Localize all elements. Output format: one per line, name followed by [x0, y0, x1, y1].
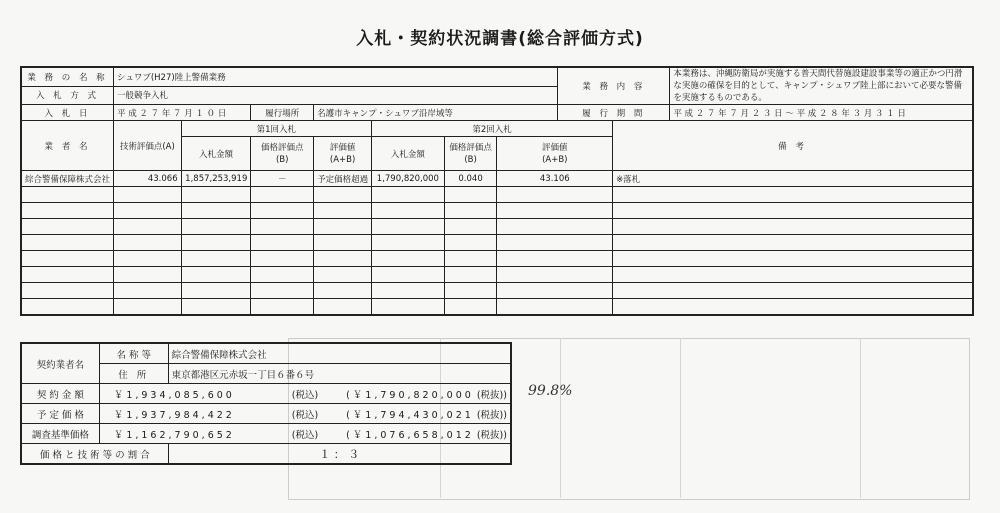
planned-incl: ￥1,937,984,422: [99, 404, 288, 424]
survey-tax-out: (税抜)): [476, 429, 507, 441]
bidder-r2-amount: 1,790,820,000: [372, 171, 445, 187]
amount-label: 契 約 金 額: [21, 384, 99, 404]
contractor-address: 東京都港区元赤坂一丁目６番６号: [168, 364, 511, 384]
bid-method: 一般競争入札: [114, 86, 558, 104]
bidder-company: 綜合警備保障株式会社: [21, 171, 114, 187]
ghost-line: [560, 338, 561, 498]
empty-row: [21, 187, 973, 203]
handwritten-note: 99.8%: [528, 383, 573, 399]
company-header: 業 者 名: [21, 121, 114, 171]
address-label: 住 所: [99, 364, 168, 384]
amount-excl: (￥1,790,820,000: [346, 389, 474, 401]
round2-header: 第2回入札: [372, 121, 613, 137]
empty-row: [21, 299, 973, 316]
r1-amount-header: 入札金額: [181, 137, 251, 171]
r2-eval-header: 評価値 (A+B): [497, 137, 613, 171]
ghost-line: [680, 338, 681, 498]
tech-score-header: 技術評価点(A): [114, 121, 182, 171]
r1-price-score-header: 価格評価点 (B): [251, 137, 314, 171]
empty-row: [21, 283, 973, 299]
empty-row: [21, 235, 973, 251]
period-label: 履 行 期 間: [558, 105, 670, 121]
period: 平 成 ２ ７ 年 ７ 月 ２ ３ 日 ～ 平 成 ２ ８ 年 ３ 月 ３ １ 日: [670, 105, 973, 121]
bid-status-table: [20, 66, 974, 316]
ratio-value: １ ： ３: [168, 444, 511, 465]
bidder-tech-score: 43.066: [114, 171, 182, 187]
survey-excl: (￥1,076,658,012: [346, 429, 474, 441]
planned-tax-in: (税込): [289, 404, 343, 424]
contractor-label: 契約業者名: [21, 343, 99, 384]
bidder-remarks: ※落札: [613, 171, 973, 187]
remarks-header: 備 考: [613, 121, 973, 171]
service-name: シュワブ(H27)陸上警備業務: [114, 67, 558, 86]
ghost-line: [860, 338, 861, 498]
amount-incl: ￥1,934,085,600: [99, 384, 288, 404]
name-label: 名 称 等: [99, 343, 168, 364]
bidder-r1-price-score: －: [251, 171, 314, 187]
place: 名護市キャンプ・シュワブ沿岸域等: [314, 105, 558, 121]
bid-method-label: 入 札 方 式: [21, 86, 114, 104]
bid-date-label: 入 札 日: [21, 105, 114, 121]
bidder-r1-eval: 予定価格超過: [314, 171, 372, 187]
ratio-label: 価 格 と 技 術 等 の 割 合: [21, 444, 168, 465]
amount-tax-out: (税抜)): [476, 389, 507, 401]
survey-incl: ￥1,162,790,652: [99, 424, 288, 444]
table-row: [21, 171, 973, 187]
planned-excl-cell: [343, 404, 511, 424]
empty-row: [21, 219, 973, 235]
content-label: 業 務 内 容: [558, 67, 670, 105]
amount-tax-in: (税込): [289, 384, 343, 404]
r1-eval-header: 評価値 (A+B): [314, 137, 372, 171]
empty-row: [21, 267, 973, 283]
r2-amount-header: 入札金額: [372, 137, 445, 171]
content-text: 本業務は、沖縄防衛局が実施する普天間代替施設建設事業等の適正かつ円滑な実施の確保を目的として、キャンプ・シュワブ陸上部において必要な警備を実施するものである。: [670, 67, 973, 105]
bidder-r2-eval: 43.106: [497, 171, 613, 187]
bidder-r1-amount: 1,857,253,919: [181, 171, 251, 187]
bid-date: 平 成 ２ ７ 年 ７ 月 １ ０ 日: [114, 105, 251, 121]
survey-excl-cell: [343, 424, 511, 444]
survey-label: 調査基準価格: [21, 424, 99, 444]
contractor-name: 綜合警備保障株式会社: [168, 343, 511, 364]
planned-label: 予 定 価 格: [21, 404, 99, 424]
page-title: 入札・契約状況調書(総合評価方式): [356, 29, 644, 49]
empty-row: [21, 251, 973, 267]
round1-header: 第1回入札: [181, 121, 372, 137]
service-name-label: 業 務 の 名 称: [21, 67, 114, 86]
place-label: 履行場所: [251, 105, 314, 121]
survey-tax-in: (税込): [289, 424, 343, 444]
amount-excl-cell: [343, 384, 511, 404]
empty-row: [21, 203, 973, 219]
bidder-r2-price-score: 0.040: [444, 171, 497, 187]
planned-excl: (￥1,794,430,021: [346, 409, 474, 421]
contract-table: [20, 342, 512, 465]
r2-price-score-header: 価格評価点 (B): [444, 137, 497, 171]
planned-tax-out: (税抜)): [476, 409, 507, 421]
